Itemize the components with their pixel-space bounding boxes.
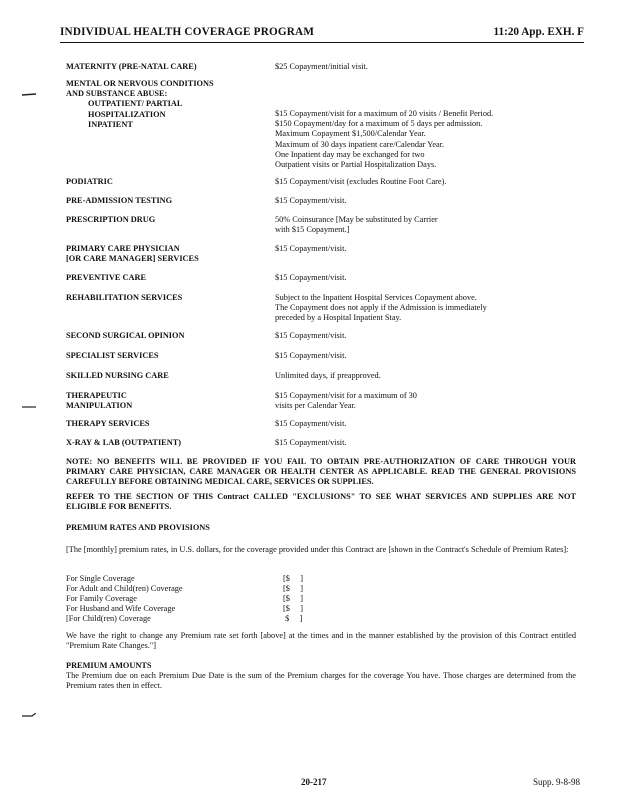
benefit-label: PRIMARY CARE PHYSICIAN (66, 244, 180, 253)
rate-label: For Adult and Child(ren) Coverage (66, 584, 183, 593)
rate-bracket: [$ ] (283, 604, 304, 613)
benefit-label: X-RAY & LAB (OUTPATIENT) (66, 438, 182, 447)
rate-label: For Husband and Wife Coverage (66, 604, 176, 613)
benefit-label: SPECIALIST SERVICES (66, 351, 159, 360)
rate-bracket: [$ ] (283, 584, 304, 593)
rate-bracket: [$ ] (283, 594, 304, 603)
benefit-label: THERAPEUTIC (66, 391, 127, 400)
benefit-value: $15 Copayment/visit (excludes Routine Foot Care). (275, 177, 447, 186)
benefit-label: SECOND SURGICAL OPINION (66, 331, 185, 340)
benefit-sublabel: OUTPATIENT/ PARTIAL (88, 99, 183, 109)
benefit-label: MANIPULATION (66, 401, 133, 411)
benefit-value: $15 Copayment/visit. (275, 419, 347, 428)
benefit-label: MATERNITY (PRE-NATAL CARE) (66, 62, 197, 71)
benefit-label: SKILLED NURSING CARE (66, 371, 169, 380)
benefit-value: One Inpatient day may be exchanged for two (275, 149, 425, 159)
premium-heading: PREMIUM RATES AND PROVISIONS (66, 523, 210, 532)
margin-mark (22, 405, 36, 408)
supplement-date: Supp. 9-8-98 (533, 777, 580, 787)
benefit-value: The Copayment does not apply if the Admission is immediately (275, 303, 487, 313)
benefit-value: 50% Coinsurance [May be substituted by Carrier (275, 215, 438, 224)
header-title: INDIVIDUAL HEALTH COVERAGE PROGRAM (60, 26, 315, 38)
benefit-value: preceded by a Hospital Inpatient Stay. (275, 313, 402, 323)
page-number: 20-217 (301, 777, 327, 787)
benefit-label: PODIATRIC (66, 177, 113, 186)
premium-intro: [The [monthly] premium rates, in U.S. dollars, for the coverage provided under this Contract are [shown in the Contract's Schedule of Premium Rates]: (66, 545, 569, 554)
benefit-value: $15 Copayment/visit. (275, 244, 347, 253)
benefit-value: $15 Copayment/visit. (275, 196, 347, 205)
page-header (60, 26, 584, 43)
benefit-sublabel: HOSPITALIZATION (88, 109, 166, 119)
margin-mark (22, 713, 36, 716)
benefit-label: PREVENTIVE CARE (66, 273, 146, 282)
benefit-value: $15 Copayment/visit. (275, 438, 347, 447)
benefit-label: REHABILITATION SERVICES (66, 293, 183, 302)
preauth-note: NOTE: NO BENEFITS WILL BE PROVIDED IF YOU FAIL TO OBTAIN PRE-AUTHORIZATION OF CARE THROUGH YOUR PRIMARY CARE PHYSICIAN, CARE MANAGER OR HEALTH CENTER AS APPLICABLE. READ THE GENERAL PROVISIONS CAREFULLY BEFORE OBTAINING MEDICAL CARE, SERVICES OR SUPPLIES. (66, 457, 576, 487)
rate-label: For Single Coverage (66, 574, 135, 583)
benefit-value: $25 Copayment/initial visit. (275, 62, 368, 71)
benefit-label: [OR CARE MANAGER] SERVICES (66, 254, 199, 264)
header-code: 11:20 App. EXH. F (493, 26, 584, 38)
premium-amounts-heading: PREMIUM AMOUNTS (66, 661, 152, 670)
benefit-value: $15 Copayment/visit. (275, 273, 347, 282)
benefit-value: $150 Copayment/day for a maximum of 5 days per admission. (275, 119, 483, 129)
margin-mark (22, 93, 36, 96)
rate-label: For Family Coverage (66, 594, 137, 603)
rate-bracket: [$ ] (283, 574, 304, 583)
premium-change: We have the right to change any Premium rate set forth [above] at the times and in the manner established by the provision of this Contract entitled "Premium Rate Changes."] (66, 631, 576, 651)
benefit-label: PRE-ADMISSION TESTING (66, 196, 173, 205)
benefit-value: Subject to the Inpatient Hospital Services Copayment above. (275, 293, 477, 302)
benefit-value: Outpatient visits or Partial Hospitalization Days. (275, 160, 437, 170)
benefit-label: PRESCRIPTION DRUG (66, 215, 156, 224)
premium-amounts-text: The Premium due on each Premium Due Date is the sum of the Premium charges for the coverage You have. Those charges are determined from the Premium rates then in effect. (66, 671, 576, 691)
benefit-value: Maximum of 30 days inpatient care/Calendar Year. (275, 139, 445, 149)
benefit-value: visits per Calendar Year. (275, 401, 356, 411)
rate-bracket: $ ] (283, 614, 303, 623)
benefit-value: Maximum Copayment $1,500/Calendar Year. (275, 129, 426, 139)
benefit-label: THERAPY SERVICES (66, 419, 150, 428)
benefit-value: $15 Copayment/visit for a maximum of 30 (275, 391, 417, 400)
benefit-value: Unlimited days, if preapproved. (275, 371, 381, 380)
benefit-label: MENTAL OR NERVOUS CONDITIONS (66, 79, 214, 88)
benefit-value: $15 Copayment/visit for a maximum of 20 visits / Benefit Period. (275, 109, 494, 118)
exclusions-note: REFER TO THE SECTION OF THIS Contract CALLED "EXCLUSIONS" TO SEE WHAT SERVICES AND SUPPLIES ARE NOT ELIGIBLE FOR BENEFITS. (66, 492, 576, 512)
benefit-value: with $15 Copayment.] (275, 225, 350, 235)
benefit-sublabel: INPATIENT (88, 119, 133, 129)
rate-label: [For Child(ren) Coverage (66, 614, 151, 623)
benefit-value: $15 Copayment/visit. (275, 331, 347, 340)
benefit-label: AND SUBSTANCE ABUSE: (66, 89, 168, 99)
benefit-value: $15 Copayment/visit. (275, 351, 347, 360)
